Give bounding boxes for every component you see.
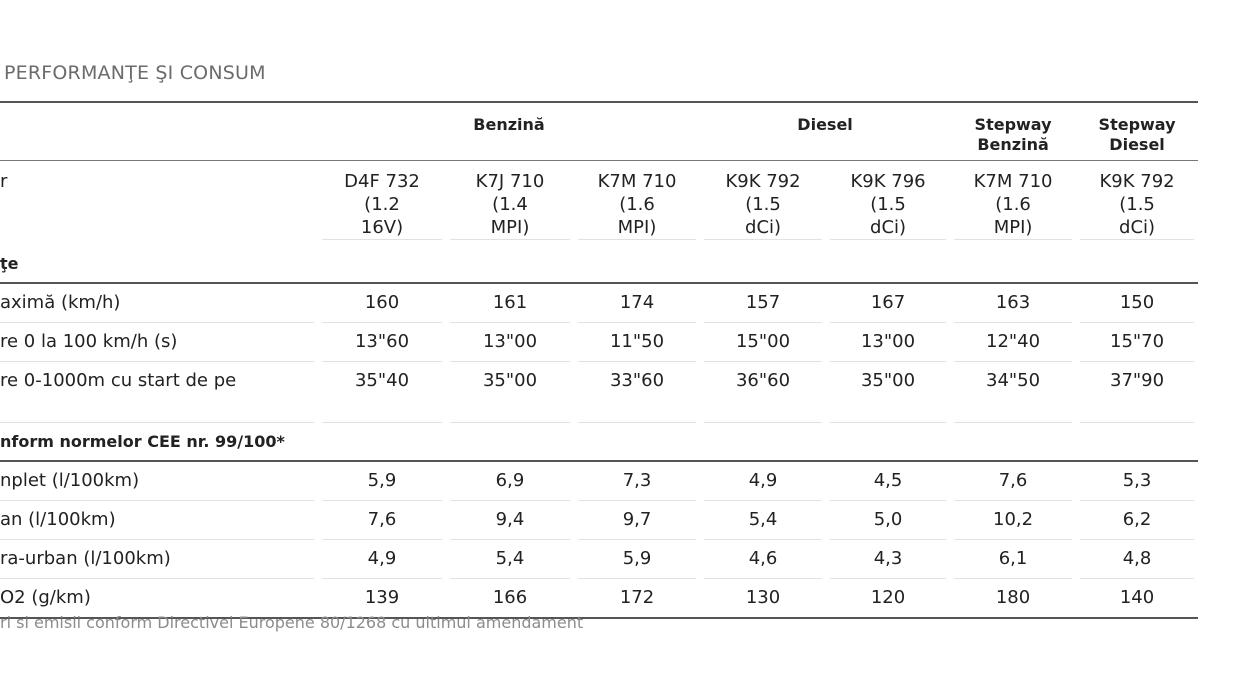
engine-cell [826, 160, 950, 245]
table-cell: 37"90 [1080, 362, 1194, 423]
table-cell: 15"00 [704, 323, 822, 362]
engine-displacement: (1.4 [492, 193, 528, 215]
table-cell: 13"60 [322, 323, 442, 362]
table-cell: 11"50 [578, 323, 696, 362]
footnote: ri si emisii conform Directivei Europene 80/1268 cu ultimul amendament [0, 613, 584, 632]
engine-code: K7J 710 [475, 170, 545, 192]
section-title: PERFORMANŢE ŞI CONSUM [4, 62, 266, 84]
table-cell: 160 [322, 284, 442, 323]
performance-consumption-table [0, 101, 1198, 619]
engine-code: K7M 710 [973, 170, 1053, 192]
engine-type: MPI) [490, 216, 530, 238]
table-cell: 9,4 [450, 501, 570, 540]
table-cell: 4,3 [830, 540, 946, 579]
table-cell: 139 [364, 587, 400, 608]
table-cell: 4,8 [1080, 540, 1194, 579]
group-header-stepway-benzina [950, 102, 1076, 160]
table-cell: 12"40 [954, 323, 1072, 362]
table-cell: 13"00 [830, 323, 946, 362]
group-header-line: Stepway [974, 115, 1052, 134]
engine-type: dCi) [870, 216, 907, 238]
engine-cell [574, 160, 700, 245]
engine-code: K9K 792 [1099, 170, 1175, 192]
row-label: re 0 la 100 km/h (s) [0, 323, 314, 362]
table-cell: 10,2 [954, 501, 1072, 540]
engine-displacement: (1.5 [870, 193, 906, 215]
table-cell: 5,4 [450, 540, 570, 579]
engine-displacement: (1.6 [995, 193, 1031, 215]
engine-type: dCi) [1119, 216, 1156, 238]
engine-code: K9K 796 [850, 170, 926, 192]
engine-displacement: (1.5 [1119, 193, 1155, 215]
fuel-group-header-row [0, 102, 1198, 160]
table-cell: 6,1 [954, 540, 1072, 579]
table-cell: 35"00 [830, 362, 946, 423]
table-cell: 6,9 [450, 462, 570, 501]
table-cell: 6,2 [1080, 501, 1194, 540]
table-cell: 172 [619, 587, 655, 608]
table-row [0, 461, 1198, 501]
table-cell: 140 [1119, 587, 1155, 608]
table-row [0, 501, 1198, 540]
group-header-line: Stepway [1098, 115, 1176, 134]
consumption-heading: nform normelor CEE nr. 99/100* [0, 423, 1198, 461]
table-cell: 4,5 [830, 462, 946, 501]
group-header-empty [0, 102, 318, 160]
row-label: nplet (l/100km) [0, 462, 314, 501]
table-cell: 5,9 [322, 462, 442, 501]
table-cell: 15"70 [1080, 323, 1194, 362]
table-cell: 120 [870, 587, 906, 608]
performance-heading: ţe [0, 245, 1198, 283]
row-label: aximă (km/h) [0, 284, 314, 323]
engine-cell [318, 160, 446, 245]
table-cell: 35"00 [450, 362, 570, 423]
table-cell: 35"40 [322, 362, 442, 423]
engine-code: K7M 710 [597, 170, 677, 192]
group-header-stepway-diesel [1076, 102, 1198, 160]
engine-type: MPI) [993, 216, 1033, 238]
table-cell: 5,9 [578, 540, 696, 579]
performance-section-heading [0, 245, 1198, 283]
table-cell: 33"60 [578, 362, 696, 423]
table-cell: 7,6 [954, 462, 1072, 501]
table-cell: 157 [704, 284, 822, 323]
engine-cell [700, 160, 826, 245]
group-header-line: Benzină [977, 135, 1049, 154]
table-cell: 7,6 [322, 501, 442, 540]
table-cell: 4,6 [704, 540, 822, 579]
table-row [0, 283, 1198, 323]
table-cell: 180 [995, 587, 1031, 608]
row-label: O2 (g/km) [0, 587, 91, 608]
table-cell: 5,3 [1080, 462, 1194, 501]
engine-row-label: r [0, 160, 318, 245]
engine-displacement: (1.6 [619, 193, 655, 215]
table-cell: 9,7 [578, 501, 696, 540]
table-cell: 130 [745, 587, 781, 608]
engine-cell [446, 160, 574, 245]
table-cell: 13"00 [450, 323, 570, 362]
table-cell: 36"60 [704, 362, 822, 423]
engine-code: K9K 792 [725, 170, 801, 192]
group-header-benzina: Benzină [318, 102, 700, 160]
row-label: re 0-1000m cu start de pe [0, 362, 314, 423]
engine-type: 16V) [360, 216, 404, 238]
row-label: an (l/100km) [0, 501, 314, 540]
table-cell: 167 [830, 284, 946, 323]
engine-displacement: (1.2 [364, 193, 400, 215]
table-cell: 5,4 [704, 501, 822, 540]
consumption-section-heading [0, 423, 1198, 461]
engine-row [0, 160, 1198, 245]
engine-code: D4F 732 [344, 170, 420, 192]
group-header-diesel: Diesel [700, 102, 950, 160]
engine-type: dCi) [745, 216, 782, 238]
row-label: ra-urban (l/100km) [0, 540, 314, 579]
table-cell: 161 [450, 284, 570, 323]
engine-cell [950, 160, 1076, 245]
table-cell: 4,9 [704, 462, 822, 501]
table-row [0, 540, 1198, 579]
engine-cell [1076, 160, 1198, 245]
engine-type: MPI) [617, 216, 657, 238]
table-cell: 163 [954, 284, 1072, 323]
table-cell: 34"50 [954, 362, 1072, 423]
table-cell: 174 [578, 284, 696, 323]
group-header-line: Diesel [1109, 135, 1165, 154]
table-cell: 166 [492, 587, 528, 608]
engine-displacement: (1.5 [745, 193, 781, 215]
table-cell: 7,3 [578, 462, 696, 501]
table-cell: 5,0 [830, 501, 946, 540]
table-row [0, 362, 1198, 423]
table-row [0, 323, 1198, 362]
table-cell: 150 [1080, 284, 1194, 323]
table-cell: 4,9 [322, 540, 442, 579]
